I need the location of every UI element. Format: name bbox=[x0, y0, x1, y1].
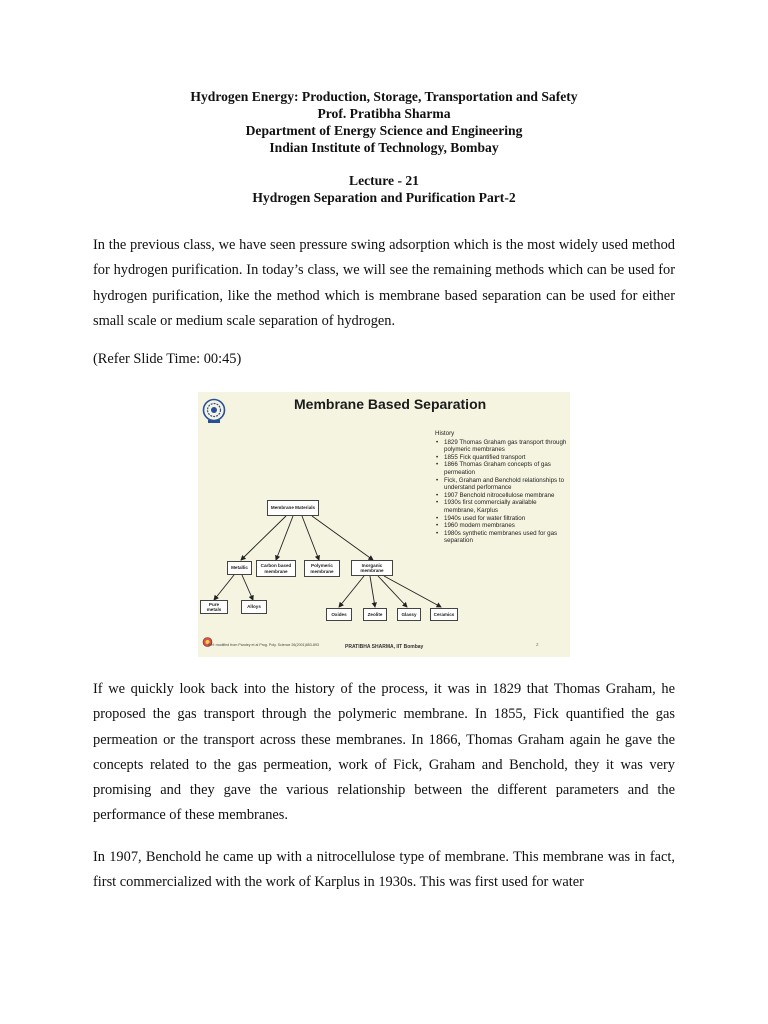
glassy-box: Glassy bbox=[397, 608, 421, 621]
oxides-box: Oxides bbox=[326, 608, 352, 621]
lecture-number: Lecture - 21 bbox=[349, 173, 419, 188]
slide-title: Membrane Based Separation bbox=[294, 396, 487, 412]
zeolite-box: Zeolite bbox=[363, 608, 387, 621]
history-title: History bbox=[435, 430, 455, 437]
pure-metals-box: Pure metals bbox=[200, 600, 228, 614]
lecture-title: Hydrogen Separation and Purification Part-2 bbox=[252, 190, 516, 205]
document-header bbox=[0, 88, 768, 156]
institute-name: Indian Institute of Technology, Bombay bbox=[269, 140, 499, 155]
slide-image bbox=[198, 392, 570, 657]
slide-footer: PRATIBHA SHARMA, IIT Bombay bbox=[345, 644, 424, 650]
course-title: Hydrogen Energy: Production, Storage, Transportation and Safety bbox=[190, 89, 578, 104]
history-item: • 1855 Fick quantified transport bbox=[444, 454, 567, 462]
history-item: • Fick, Graham and Benchold relationships to understand performance bbox=[444, 477, 567, 492]
paragraph-benchold: In 1907, Benchold he came up with a nitrocellulose type of membrane. This membrane was in fact, first commercialized with the work of Karplus in 1930s. This was first used for water bbox=[93, 849, 675, 891]
alloys-box: Alloys bbox=[241, 600, 267, 614]
history-item: • 1930s first commercially available membrane, Karplus bbox=[444, 499, 567, 514]
paragraph-history: If we quickly look back into the history of the process, it was in 1829 that Thomas Graham, he proposed the gas transport through the polymeric membrane. In 1855, Fick quantified the gas permeation or the transport across these membranes. In 1866, Thomas Graham again he gave the concepts related to the gas permeation, work of Fick, Graham and Benchold, they it was very promising and they gave the various relationship between the different parameters and the performance of these membranes. bbox=[93, 681, 675, 824]
history-item: • 1940s used for water filtration bbox=[444, 515, 567, 523]
lecture-header bbox=[0, 172, 768, 206]
polymeric-membrane-box: Polymeric membrane bbox=[304, 560, 340, 577]
slide-page-number: 2 bbox=[536, 642, 539, 647]
ceramics-box: Ceramics bbox=[430, 608, 458, 621]
inorganic-membrane-box: Inorganic membrane bbox=[351, 560, 393, 576]
history-item: • 1980s synthetic membranes used for gas separation bbox=[444, 530, 567, 545]
professor-name: Prof. Pratibha Sharma bbox=[317, 106, 451, 121]
history-item: • 1829 Thomas Graham gas transport through polymeric membranes bbox=[444, 439, 567, 454]
history-item: • 1866 Thomas Graham concepts of gas permeation bbox=[444, 461, 567, 476]
slide-reference: Ref: modified from Pandey et al Prog. Poly. Science 26(2001)853-893 bbox=[208, 643, 320, 647]
history-item: • 1907 Benchold nitrocellulose membrane bbox=[444, 492, 567, 500]
slide-time-reference: (Refer Slide Time: 00:45) bbox=[93, 351, 242, 367]
membrane-materials-box: Membrane Materials bbox=[267, 500, 319, 516]
paragraph-intro: In the previous class, we have seen pressure swing adsorption which is the most widely used method for hydrogen purification. In today’s class, we will see the remaining methods which can be used for hydrogen purification, like the method which is membrane based separation can be used for either small scale or medium scale separation of hydrogen. bbox=[93, 237, 675, 329]
department-name: Department of Energy Science and Engineering bbox=[245, 123, 523, 138]
history-item: • 1960 modern membranes bbox=[444, 522, 567, 530]
carbon-based-membrane-box: Carbon based membrane bbox=[256, 560, 296, 577]
metallic-box: Metallic bbox=[227, 561, 252, 575]
